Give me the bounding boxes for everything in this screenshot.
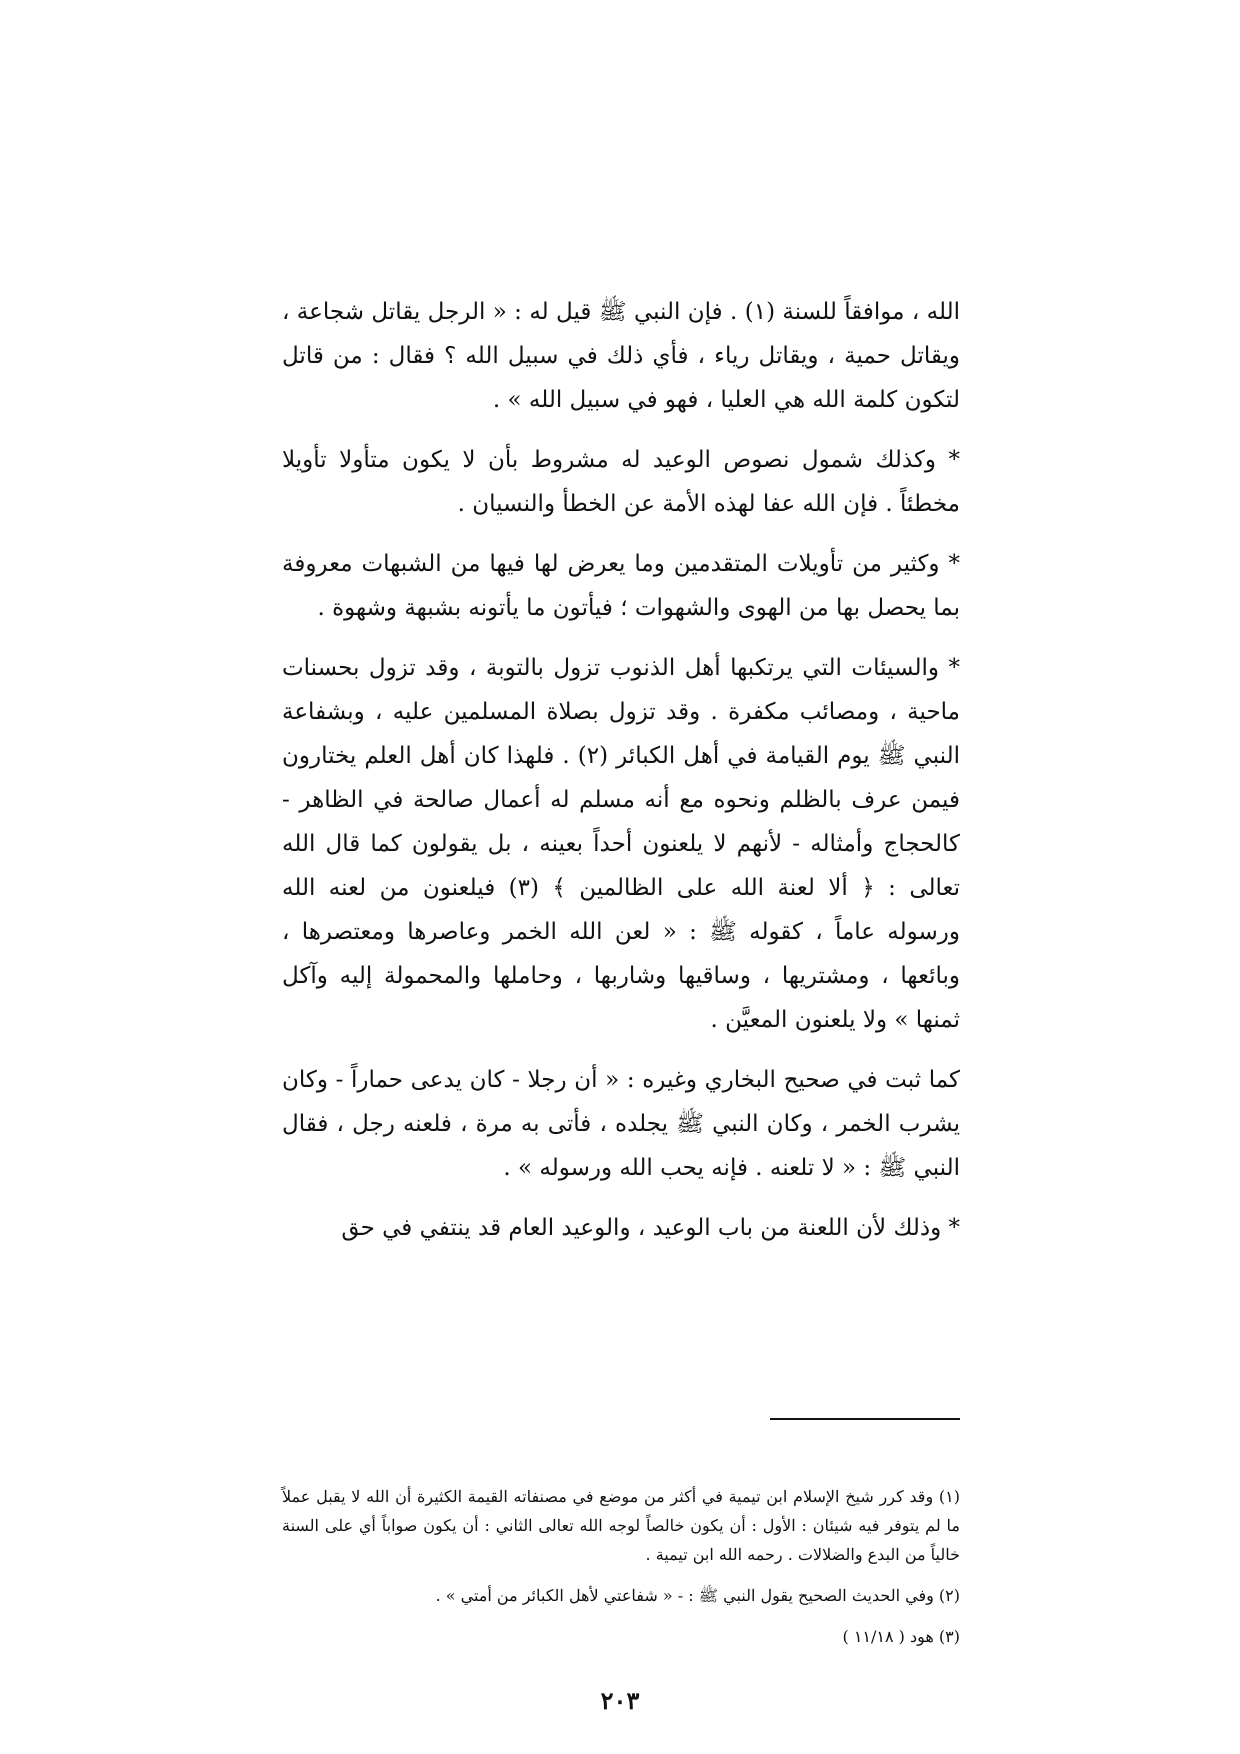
- footnotes: [282, 1482, 960, 1663]
- main-text: [282, 290, 960, 1266]
- footnote-divider: [770, 1418, 960, 1420]
- paragraph-2: * وكذلك شمول نصوص الوعيد له مشروط بأن لا يكون متأولا تأويلا مخطئاً . فإن الله عفا لهذه الأمة عن الخطأ والنسيان .: [282, 447, 960, 517]
- footnote-3: (٣) هود ( ١١/١٨ ): [842, 1627, 960, 1646]
- footnote-2: (٢) وفي الحديث الصحيح يقول النبي ﷺ : - « شفاعتي لأهل الكبائر من أمتي » .: [435, 1586, 960, 1605]
- paragraph-4: * والسيئات التي يرتكبها أهل الذنوب تزول بالتوبة ، وقد تزول بحسنات ماحية ، ومصائب مكفرة . وقد تزول بصلاة المسلمين عليه ، وبشفاعة النبي ﷺ يوم القيامة في أهل الكبائر (٢) . فلهذا كان أهل العلم يختارون فيمن عرف بالظلم ونحوه مع أنه مسلم له أعمال صالحة في الظاهر - كالحجاج وأمثاله - لأنهم لا يلعنون أحداً بعينه ، بل يقولون كما قال الله تعالى : ﴿ ألا لعنة الله على الظالمين ﴾ (٣) فيلعنون من لعنه الله ورسوله عاماً ، كقوله ﷺ : « لعن الله الخمر وعاصرها ومعتصرها ، وبائعها ، ومشتريها ، وساقيها وشاربها ، وحاملها والمحمولة إليه وآكل ثمنها » ولا يلعنون المعيَّن .: [282, 655, 961, 1033]
- paragraph-1: الله ، موافقاً للسنة (١) . فإن النبي ﷺ قيل له : « الرجل يقاتل شجاعة ، ويقاتل حمية ، ويقاتل رياء ، فأي ذلك في سبيل الله ؟ فقال : من قاتل لتكون كلمة الله هي العليا ، فهو في سبيل الله » .: [282, 299, 960, 413]
- paragraph-6: * وذلك لأن اللعنة من باب الوعيد ، والوعيد العام قد ينتفي في حق: [341, 1215, 960, 1241]
- paragraph-3: * وكثير من تأويلات المتقدمين وما يعرض لها فيها من الشبهات معروفة بما يحصل بها من الهوى والشهوات ؛ فيأتون ما يأتونه بشبهة وشهوة .: [282, 551, 960, 621]
- footnote-1: (١) وقد كرر شيخ الإسلام ابن تيمية في أكثر من موضع في مصنفاته القيمة الكثيرة أن الله لا يقبل عملاً ما لم يتوفر فيه شيئان : الأول : أن يكون خالصاً لوجه الله تعالى الثاني : أن يكون صواباً أي على السنة خالياً من البدع والضلالات . رحمه الله ابن تيمية .: [282, 1487, 961, 1564]
- page-number: ٢٠٣: [600, 1686, 640, 1715]
- paragraph-5: كما ثبت في صحيح البخاري وغيره : « أن رجلا - كان يدعى حماراً - وكان يشرب الخمر ، وكان النبي ﷺ يجلده ، فأتى به مرة ، فلعنه رجل ، فقال النبي ﷺ : « لا تلعنه . فإنه يحب الله ورسوله » .: [282, 1067, 960, 1181]
